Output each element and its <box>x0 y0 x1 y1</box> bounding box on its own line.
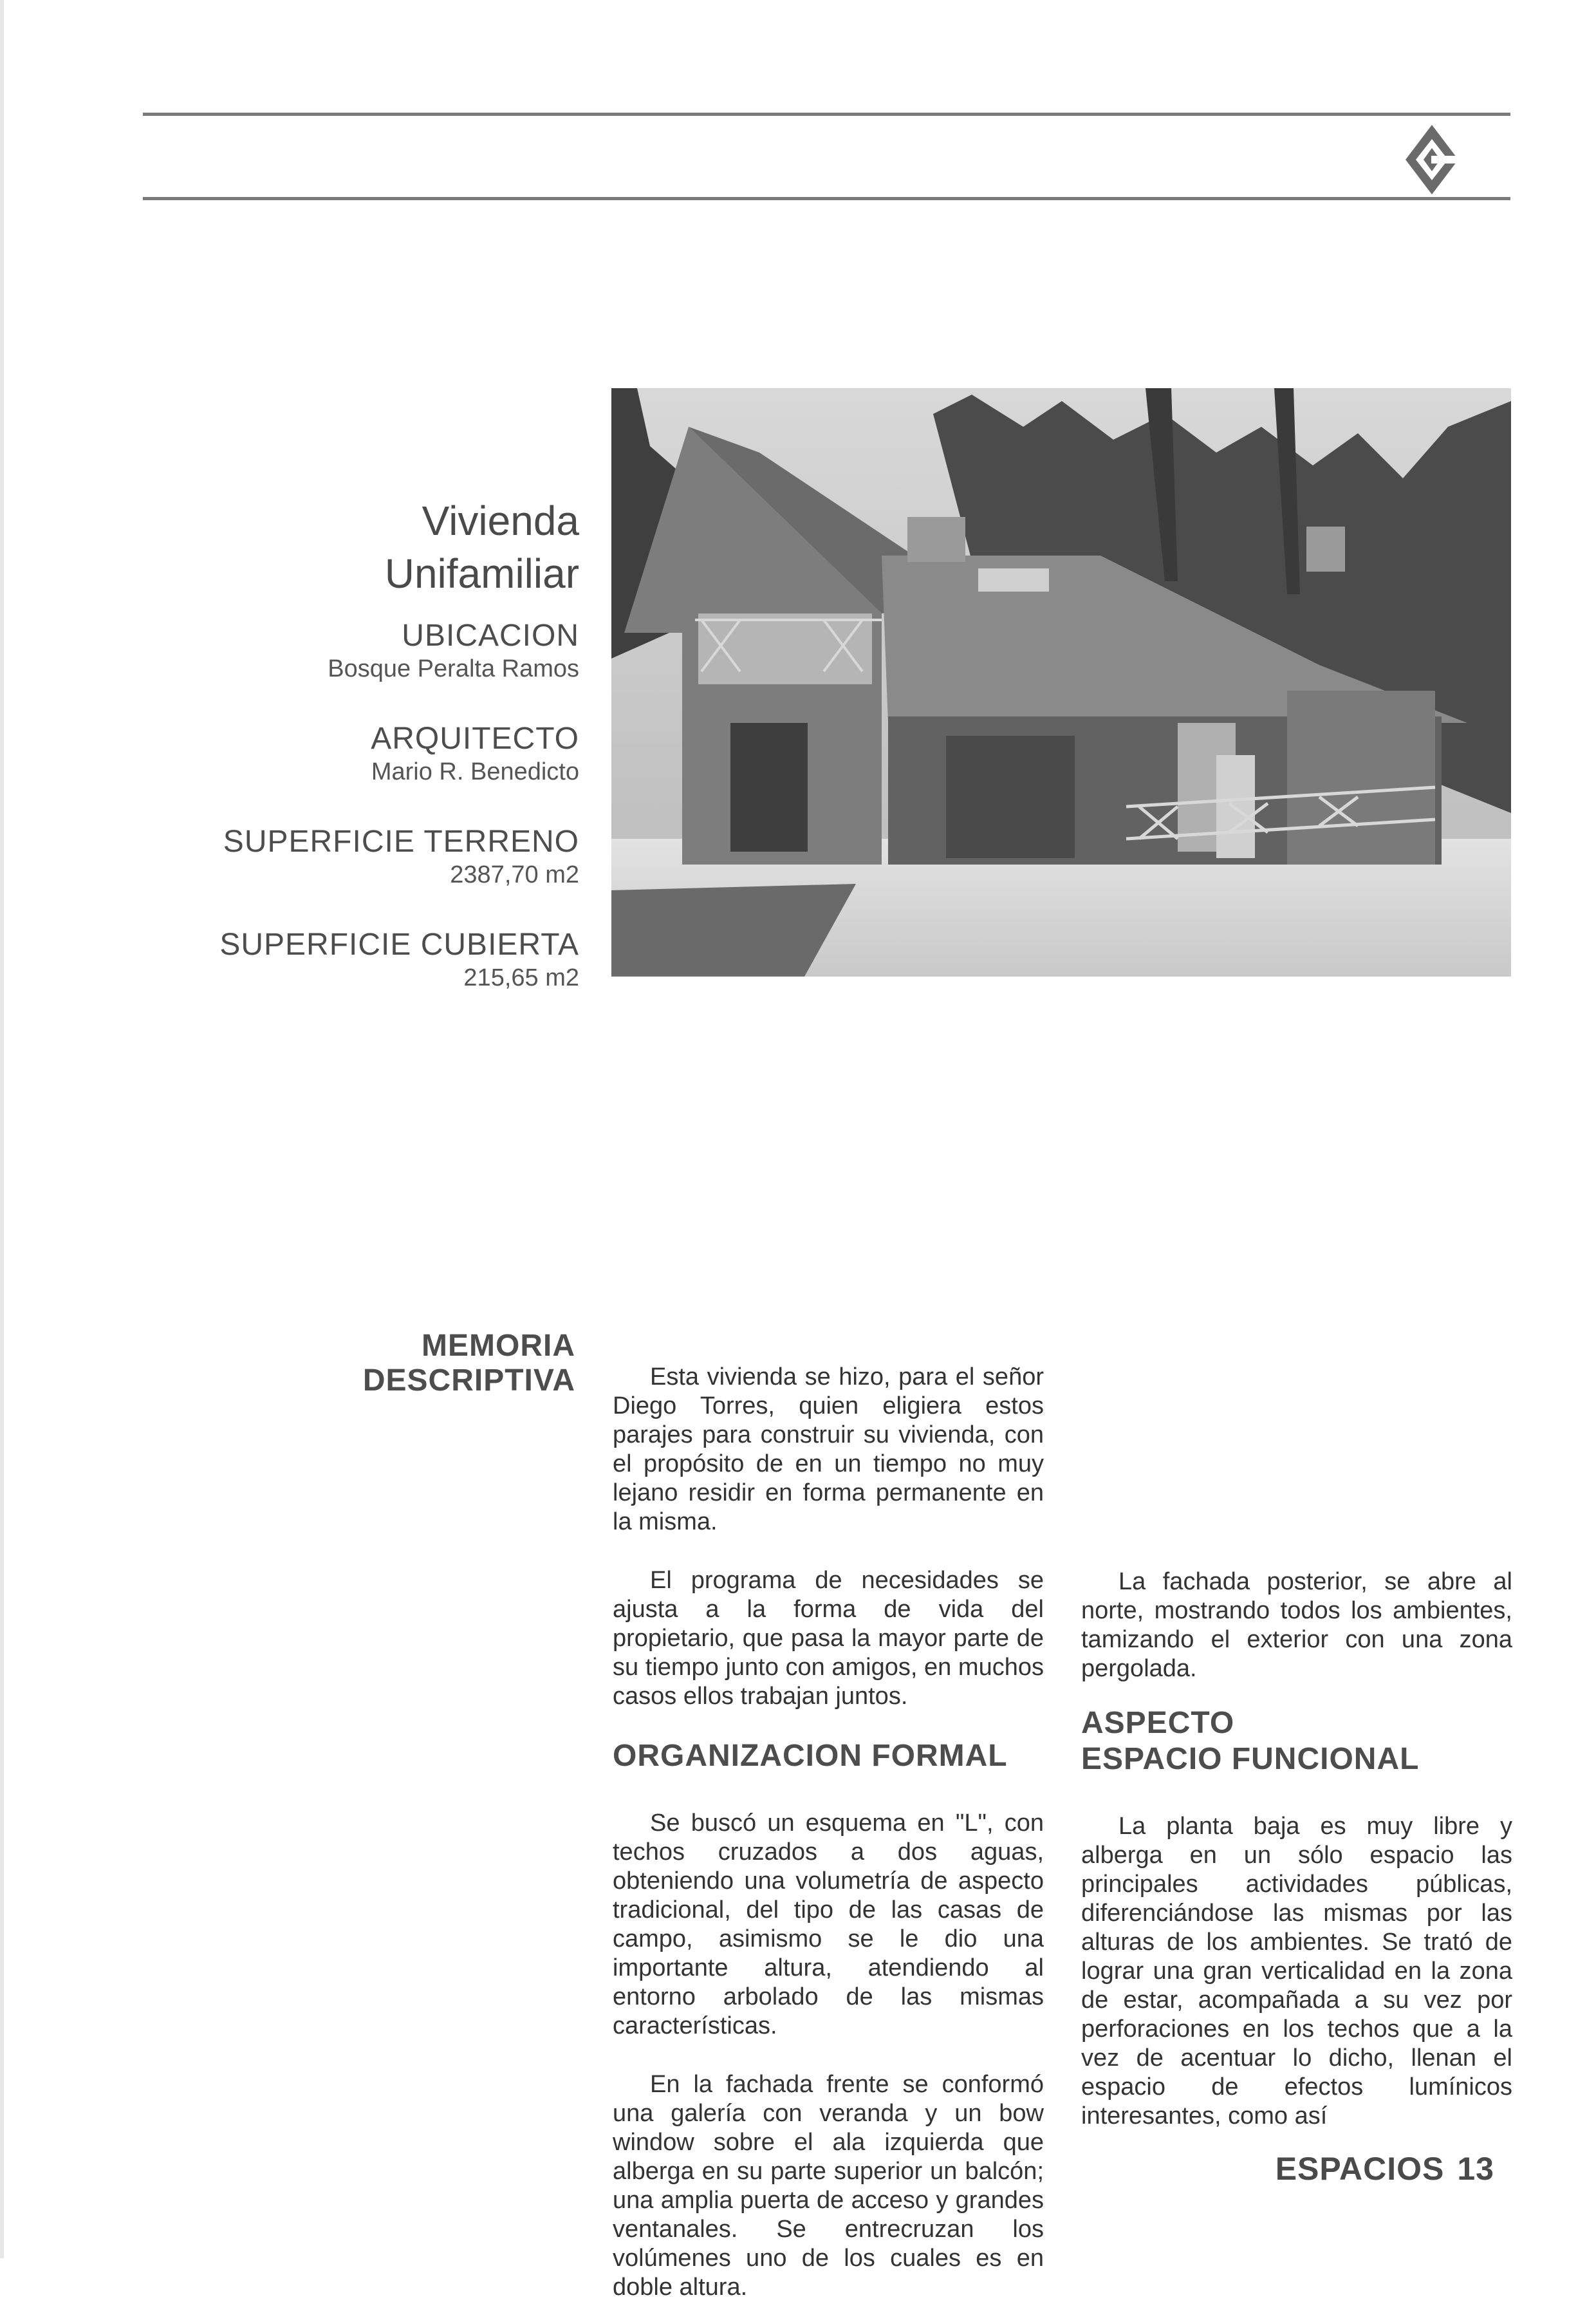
section-heading-memoria <box>363 1329 575 1398</box>
fact-value: 2387,70 m2 <box>450 861 579 888</box>
paragraph: El programa de necesidades se ajusta a la forma de vida del propietario, que pasa la mayor parte de su tiempo junto con amigos, en muchos casos ellos trabajan juntos. <box>613 1567 1044 1710</box>
fact-superficie-cubierta <box>219 927 579 993</box>
header-rule-top <box>143 113 1510 116</box>
fact-value: Bosque Peralta Ramos <box>328 655 579 682</box>
scan-edge <box>0 0 4 2258</box>
project-title <box>385 494 579 600</box>
fact-label: SUPERFICIE CUBIERTA <box>219 928 579 962</box>
title-line-2: Unifamiliar <box>384 550 579 597</box>
house-photo <box>611 388 1511 977</box>
fact-superficie-terreno <box>223 824 579 890</box>
paragraph: En la fachada frente se conformó una galería con veranda y un bow window sobre el ala izquierda que alberga en su parte superior un balcón; una amplia puerta de acceso y grandes ventanales. Se entrecruzan los volúmenes uno de los cuales es en doble altura. <box>613 2071 1044 2301</box>
subheading-line-1: ASPECTO <box>1081 1706 1235 1740</box>
page-number: 13 <box>1457 2151 1494 2187</box>
magazine-name: ESPACIOS <box>1275 2151 1445 2187</box>
fact-arquitecto <box>371 721 579 787</box>
heading-line-2: DESCRIPTIVA <box>362 1363 575 1398</box>
paragraph: La fachada posterior, se abre al norte, mostrando todos los ambientes, tamizando el exterior con una zona pergolada. <box>1081 1568 1512 1682</box>
fact-label: SUPERFICIE TERRENO <box>223 825 579 859</box>
text-column-1 <box>613 1363 1044 2302</box>
fact-label: ARQUITECTO <box>371 722 579 756</box>
paragraph: Se buscó un esquema en "L", con techos cruzados a dos aguas, obteniendo una volumetría de aspecto tradicional, del tipo de las casas de campo, asimismo se le dio una importante altura, atendiendo al entorno arbolado de las mismas características. <box>613 1810 1044 2039</box>
fact-label: UBICACION <box>402 619 579 653</box>
subheading-line-2: ESPACIO FUNCIONAL <box>1081 1742 1420 1776</box>
subheading-organizacion: ORGANIZACION FORMAL <box>613 1739 1008 1773</box>
fact-value: Mario R. Benedicto <box>371 758 579 785</box>
subheading-aspecto <box>1081 1705 1512 1777</box>
header-rule-bottom <box>143 197 1510 200</box>
fact-value: 215,65 m2 <box>463 964 579 991</box>
paragraph: Esta vivienda se hizo, para el señor Diego Torres, quien eligiera estos parajes para construir su vivienda, con el propósito de en un tiempo no muy lejano residir en forma permanente en la misma. <box>613 1363 1044 1535</box>
heading-line-1: MEMORIA <box>422 1329 575 1363</box>
page-footer <box>1263 2150 1494 2187</box>
title-line-1: Vivienda <box>422 498 579 544</box>
diamond-logo-icon <box>1403 122 1461 197</box>
paragraph: La planta baja es muy libre y alberga en un sólo espacio las principales actividades públicas, diferenciándose las mismas por las alturas de los ambientes. Se trató de lograr una gran verticalidad en la zona de estar, acompañada a su vez por perforaciones en los techos que a la vez de acentuar lo dicho, llenan el espacio de efectos lumínicos interesantes, como así <box>1081 1813 1512 2129</box>
text-column-2 <box>1081 1363 1512 2131</box>
fact-ubicacion <box>328 618 579 684</box>
